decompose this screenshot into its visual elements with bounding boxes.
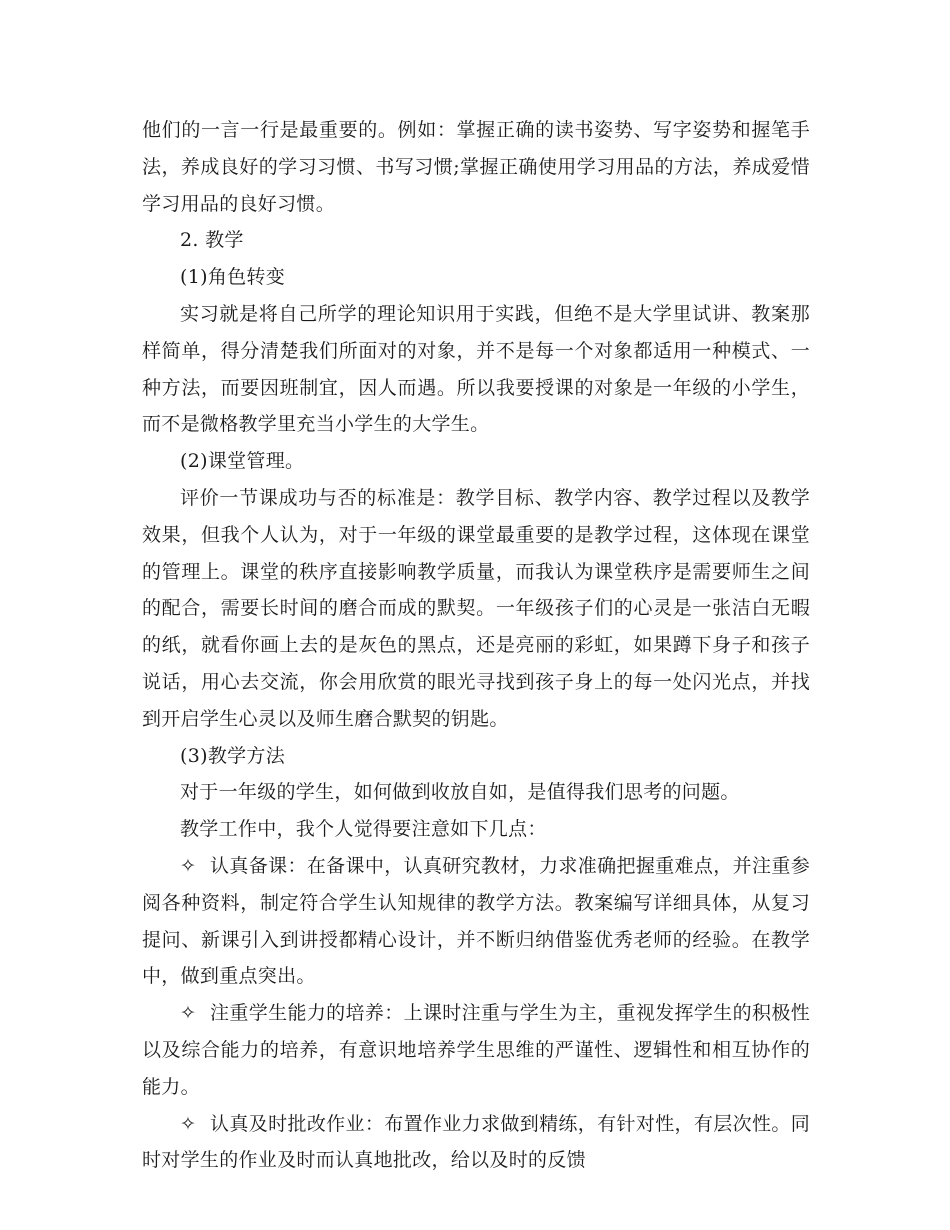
- paragraph-teaching-method: 对于一年级的学生，如何做到收放自如，是值得我们思考的问题。: [180, 781, 740, 804]
- bullet-text: 认真及时批改作业：布置作业力求做到精练，有针对性，有层次性。同时对学生的作业及时而认真地批改，给以及时的反馈: [142, 1112, 810, 1172]
- bullet-text: 认真备课：在备课中，认真研究教材，力求准确把握重难点，并注重参阅各种资料，制定符合学生认知规律的教学方法。教案编写详细具体，从复习提问、新课引入到讲授都精心设计，并不断归纳借鉴优秀老师的经验。在教学中，做到重点突出。: [142, 854, 810, 988]
- bullet-item-prepare-lessons: [142, 848, 810, 995]
- paragraph-role-change: 实习就是将自己所学的理论知识用于实践，但绝不是大学里试讲、教案那样简单，得分清楚我们所面对的对象，并不是每一个对象都适用一种模式、一种方法，而要因班制宜，因人而遇。所以我要授课的对象是一年级的小学生，而不是微格教学里充当小学生的大学生。: [142, 302, 810, 436]
- bullet-icon: ✧: [180, 1112, 197, 1135]
- subheading-role-change: (1)角色转变: [180, 266, 286, 289]
- subheading-classroom-management: (2)课堂管理。: [180, 450, 305, 473]
- subheading-teaching-method: (3)教学方法: [180, 744, 286, 767]
- document-body: [142, 112, 810, 1179]
- paragraph-habits: 他们的一言一行是最重要的。例如：掌握正确的读书姿势、写字姿势和握笔手法，养成良好的学习习惯、书写习惯;掌握正确使用学习用品的方法，养成爱惜学习用品的良好习惯。: [142, 119, 810, 215]
- paragraph-classroom-management: 评价一节课成功与否的标准是：教学目标、教学内容、教学过程以及教学效果，但我个人认为，对于一年级的课堂最重要的是教学过程，这体现在课堂的管理上。课堂的秩序直接影响教学质量，而我认为课堂秩序是需要师生之间的配合，需要长时间的磨合而成的默契。一年级孩子们的心灵是一张洁白无暇的纸，就看你画上去的是灰色的黑点，还是亮丽的彩虹，如果蹲下身子和孩子说话，用心去交流，你会用欣赏的眼光寻找到孩子身上的每一处闪光点，并找到开启学生心灵以及师生磨合默契的钥匙。: [142, 486, 810, 730]
- paragraph-points-intro: 教学工作中，我个人觉得要注意如下几点：: [180, 818, 547, 841]
- heading-teaching: 2. 教学: [180, 229, 244, 252]
- bullet-item-ability-training: [142, 995, 810, 1105]
- bullet-item-homework-correction: [142, 1106, 810, 1180]
- bullet-text: 注重学生能力的培养：上课时注重与学生为主，重视发挥学生的积极性以及综合能力的培养，有意识地培养学生思维的严谨性、逻辑性和相互协作的能力。: [142, 1002, 810, 1098]
- bullet-icon: ✧: [180, 854, 197, 877]
- bullet-icon: ✧: [180, 1002, 197, 1025]
